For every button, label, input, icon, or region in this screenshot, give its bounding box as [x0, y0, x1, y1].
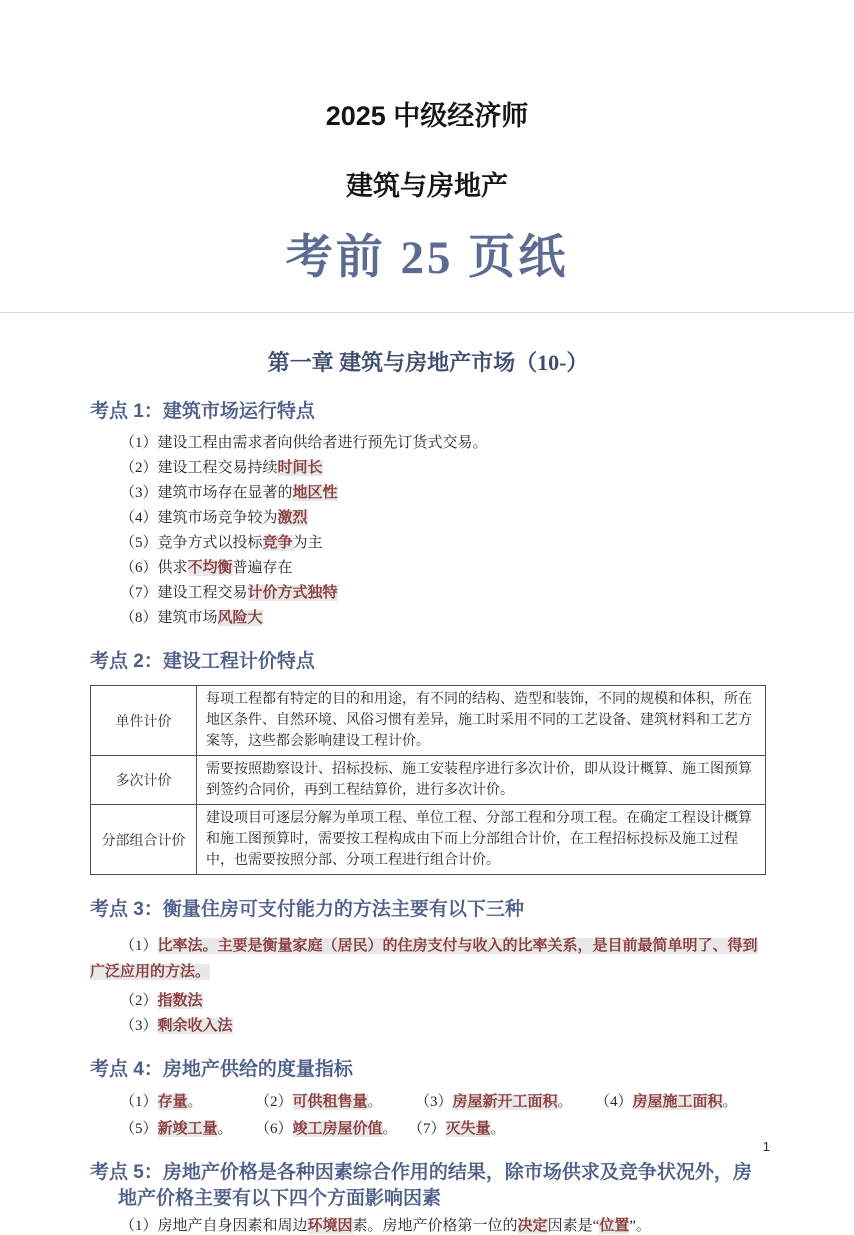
list-item — [90, 560, 766, 577]
chapter-heading: 第一章 建筑与房地产市场（10-） — [267, 350, 589, 375]
text-segment: 素。房地产价格第一位的 — [352, 1218, 518, 1234]
text-segment: （1） — [120, 938, 158, 954]
text-segment: （4） — [595, 1094, 633, 1110]
text-segment: （5） — [120, 1121, 158, 1137]
section-kaodian-3 — [90, 897, 766, 1035]
table-row-text: 建设项目可逐层分解为单项工程、单位工程、分部工程和分项工程。在确定工程设计概算和施工图预算时，需要按工程构成由下而上分部组合计价，在工程招标投标及施工过程中，也需要按照分部、分项工程进行组合计价。 — [197, 805, 766, 875]
indicator-item — [408, 1120, 506, 1138]
text-segment: （1） — [120, 1094, 158, 1110]
text-segment: 。 — [557, 1094, 573, 1110]
text-segment: （3） — [415, 1094, 453, 1110]
list-item — [90, 1218, 766, 1235]
section-kaodian-1 — [90, 399, 766, 627]
highlight-term: 剩余收入法 — [157, 1018, 233, 1034]
list-item — [90, 933, 766, 985]
list-item — [90, 1018, 766, 1035]
indicator-row — [90, 1093, 766, 1111]
table-row-text: 需要按照勘察设计、招标投标、施工安装程序进行多次计价，即从设计概算、施工图预算到签约合同价，再到工程结算价，进行多次计价。 — [197, 756, 766, 805]
text-segment: 。 — [187, 1094, 203, 1110]
text-segment: （2） — [255, 1094, 293, 1110]
highlight-term: 计价方式独特 — [247, 585, 338, 601]
highlight-term: 可供租售量 — [292, 1094, 368, 1110]
text-segment: （6） — [255, 1121, 293, 1137]
list-item — [90, 460, 766, 477]
highlight-term: 新竣工量 — [157, 1121, 218, 1137]
section-kaodian-2 — [90, 649, 766, 875]
title-block — [0, 0, 854, 287]
text-segment: ”。 — [629, 1218, 651, 1234]
highlight-term: 位置 — [599, 1218, 630, 1234]
text-segment: （7） — [408, 1121, 446, 1137]
kaodian-3-heading: 考点 3：衡量住房可支付能力的方法主要有以下三种 — [90, 899, 524, 920]
text-segment: 。 — [382, 1121, 398, 1137]
text-segment: （7）建设工程交易 — [120, 585, 248, 601]
kaodian-5-heading: 考点 5：房地产价格是各种因素综合作用的结果，除市场供求及竞争状况外，房地产价格主要有以下四个方面影响因素 — [90, 1162, 752, 1209]
pricing-features-table — [90, 685, 766, 875]
doc-title-line1: 2025 中级经济师 — [325, 101, 529, 131]
highlight-term: 风险大 — [217, 610, 263, 626]
list-item — [90, 610, 766, 627]
text-segment: 。 — [367, 1094, 383, 1110]
list-item — [90, 485, 766, 502]
text-segment: 因素是“ — [547, 1218, 600, 1234]
table-row — [91, 686, 766, 756]
highlight-term: 激烈 — [277, 510, 308, 526]
indicator-row — [90, 1120, 766, 1138]
text-segment: 为主 — [292, 535, 323, 551]
text-segment: （2）建设工程交易持续 — [120, 460, 278, 476]
text-segment: （5）竞争方式以投标 — [120, 535, 263, 551]
text-segment: （3）建筑市场存在显著的 — [120, 485, 293, 501]
highlight-term: 地区性 — [292, 485, 338, 501]
text-segment: 。 — [490, 1121, 506, 1137]
text-segment: （1）建设工程由需求者向供给者进行预先订货式交易。 — [120, 435, 488, 451]
highlight-term: 竣工房屋价值 — [292, 1121, 383, 1137]
highlight-term: 决定 — [517, 1218, 548, 1234]
doc-title-line3: 考前 25 页纸 — [285, 232, 569, 284]
text-segment: （1）房地产自身因素和周边 — [120, 1218, 308, 1234]
text-segment: 普遍存在 — [232, 560, 293, 576]
indicator-item — [255, 1120, 408, 1138]
indicator-item — [595, 1093, 738, 1111]
indicator-item — [255, 1093, 415, 1111]
highlight-term: 比率法。主要是衡量家庭（居民）的住房支付与收入的比率关系，是目前最简单明了、得到广泛应用的方法。 — [90, 938, 758, 980]
highlight-term: 房屋施工面积 — [632, 1094, 723, 1110]
indicator-item — [120, 1093, 255, 1111]
section-kaodian-4 — [90, 1057, 766, 1138]
text-segment: 。 — [217, 1121, 233, 1137]
text-segment: （2） — [120, 993, 158, 1009]
highlight-term: 时间长 — [277, 460, 323, 476]
indicator-item — [120, 1120, 255, 1138]
text-segment: 。 — [722, 1094, 738, 1110]
list-item — [90, 585, 766, 602]
highlight-term: 灭失量 — [445, 1121, 491, 1137]
indicator-item — [415, 1093, 595, 1111]
highlight-term: 房屋新开工面积 — [452, 1094, 558, 1110]
list-item — [90, 435, 766, 452]
text-segment: （4）建筑市场竞争较为 — [120, 510, 278, 526]
text-segment: （6）供求 — [120, 560, 188, 576]
table-row — [91, 805, 766, 875]
table-row-label: 单件计价 — [91, 686, 197, 756]
page-number: 1 — [762, 1139, 770, 1154]
list-item — [90, 993, 766, 1010]
list-item — [90, 510, 766, 527]
text-segment: （8）建筑市场 — [120, 610, 218, 626]
kaodian-4-heading: 考点 4：房地产供给的度量指标 — [90, 1059, 353, 1080]
table-row-text: 每项工程都有特定的目的和用途，有不同的结构、造型和装饰，不同的规模和体积，所在地区条件、自然环境、风俗习惯有差异，施工时采用不同的工艺设备、建筑材料和工艺方案等，这些都会影响建设工程计价。 — [197, 686, 766, 756]
kaodian-2-heading: 考点 2：建设工程计价特点 — [90, 651, 315, 672]
highlight-term: 存量 — [157, 1094, 188, 1110]
highlight-term: 不均衡 — [187, 560, 233, 576]
table-row-label: 分部组合计价 — [91, 805, 197, 875]
list-item — [90, 535, 766, 552]
table-row — [91, 756, 766, 805]
highlight-term: 环境因 — [307, 1218, 353, 1234]
kaodian-1-heading: 考点 1：建筑市场运行特点 — [90, 401, 315, 422]
document-content — [0, 346, 854, 1235]
highlight-term: 竞争 — [262, 535, 293, 551]
doc-title-line2: 建筑与房地产 — [346, 171, 508, 201]
highlight-term: 指数法 — [157, 993, 203, 1009]
text-segment: （3） — [120, 1018, 158, 1034]
header-divider — [0, 312, 854, 313]
table-row-label: 多次计价 — [91, 756, 197, 805]
